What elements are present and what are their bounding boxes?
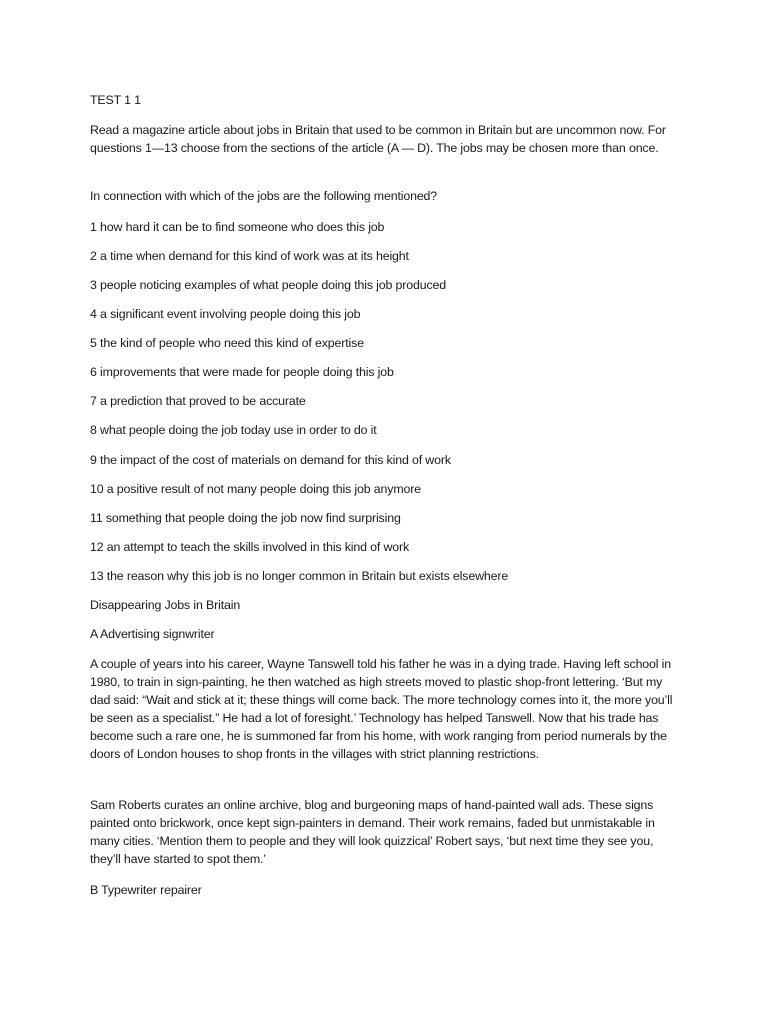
section-a-paragraph-2: Sam Roberts curates an online archive, blog and burgeoning maps of hand-painted wall ads. These signs painted onto brickwork, once kept sign-painters in demand. Their work remains, faded but unmistakable in many cities. ‘Mention them to people and they will look quizzical’ Robert says, ‘but next time they see you, they’ll have started to spot them.’ [90, 798, 655, 866]
question-item: 9 the impact of the cost of materials on demand for this kind of work [90, 453, 451, 467]
question-item: 8 what people doing the job today use in order to do it [90, 423, 377, 437]
question-item: 3 people noticing examples of what people doing this job produced [90, 278, 447, 292]
question-item: 13 the reason why this job is no longer common in Britain but exists elsewhere [90, 569, 509, 583]
intro-paragraph: Read a magazine article about jobs in Britain that used to be common in Britain but are uncommon now. For questions 1—13 choose from the sections of the article (A — D). The jobs may be chosen more than once. [90, 123, 666, 155]
question-item: 7 a prediction that proved to be accurate [90, 394, 306, 408]
instruction-prompt: In connection with which of the jobs are the following mentioned? [90, 189, 438, 203]
question-item: 5 the kind of people who need this kind of expertise [90, 336, 364, 350]
question-item: 2 a time when demand for this kind of work was at its height [90, 249, 409, 263]
question-item: 12 an attempt to teach the skills involved in this kind of work [90, 540, 410, 554]
question-item: 1 how hard it can be to find someone who does this job [90, 220, 385, 234]
question-item: 10 a positive result of not many people doing this job anymore [90, 482, 421, 496]
question-item: 11 something that people doing the job now find surprising [90, 511, 401, 525]
section-a-paragraph-1: A couple of years into his career, Wayne Tanswell told his father he was in a dying trade. Having left school in 1980, to train in sign-painting, he then watched as high streets moved to plastic shop-front lettering. ‘But my dad said: “Wait and stick at it; these things will come back. The more technology comes into it, the more you’ll be seen as a specialist.” He had a lot of foresight.’ Technology has helped Tanswell. Now that his trade has become such a rare one, he is summoned far from his home, with work ranging from period numerals by the doors of London houses to shop fronts in the villages with strict planning restrictions. [90, 657, 673, 761]
section-b-heading: B Typewriter repairer [90, 883, 202, 897]
question-item: 4 a significant event involving people doing this job [90, 307, 361, 321]
question-item: 6 improvements that were made for people doing this job [90, 365, 394, 379]
test-title: TEST 1 1 [90, 93, 141, 107]
article-title: Disappearing Jobs in Britain [90, 598, 241, 612]
section-a-heading: A Advertising signwriter [90, 627, 215, 641]
